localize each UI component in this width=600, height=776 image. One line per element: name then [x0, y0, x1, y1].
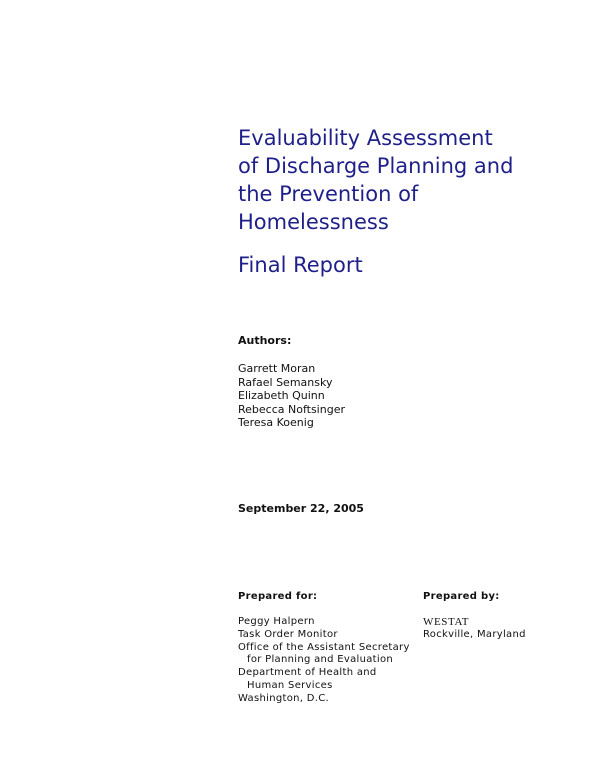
prepared-for-line: Department of Health and: [238, 667, 377, 679]
prepared-for-line: for Planning and Evaluation: [247, 654, 394, 666]
title-line: Evaluability Assessment: [238, 126, 493, 150]
authors-heading: Authors:: [238, 334, 292, 347]
author-name: Teresa Koenig: [238, 416, 314, 430]
authors-list: [238, 362, 345, 430]
prepared-for-line: Office of the Assistant Secretary: [238, 641, 410, 653]
report-date: September 22, 2005: [238, 502, 364, 515]
author-name: Garrett Moran: [238, 362, 316, 375]
prepared-by-heading: Prepared by:: [423, 591, 500, 602]
prepared-for-heading: Prepared for:: [238, 591, 318, 602]
organization-name: WESTAT: [423, 616, 470, 628]
title-line: of Discharge Planning and: [238, 154, 514, 178]
title-line: Homelessness: [238, 210, 389, 234]
prepared-for-line: Washington, D.C.: [238, 692, 329, 704]
prepared-by-block: [423, 590, 583, 642]
prepared-for-block: [238, 590, 418, 706]
organization-location: Rockville, Maryland: [423, 629, 526, 640]
report-title: [238, 124, 578, 236]
title-line: the Prevention of: [238, 182, 419, 206]
report-subtitle: Final Report: [238, 253, 363, 277]
author-name: Elizabeth Quinn: [238, 389, 325, 403]
prepared-for-line: Human Services: [247, 679, 333, 691]
author-name: Rebecca Noftsinger: [238, 402, 345, 416]
author-name: Rafael Semansky: [238, 375, 333, 389]
prepared-for-line: Task Order Monitor: [238, 628, 338, 640]
prepared-for-line: Peggy Halpern: [238, 616, 315, 627]
